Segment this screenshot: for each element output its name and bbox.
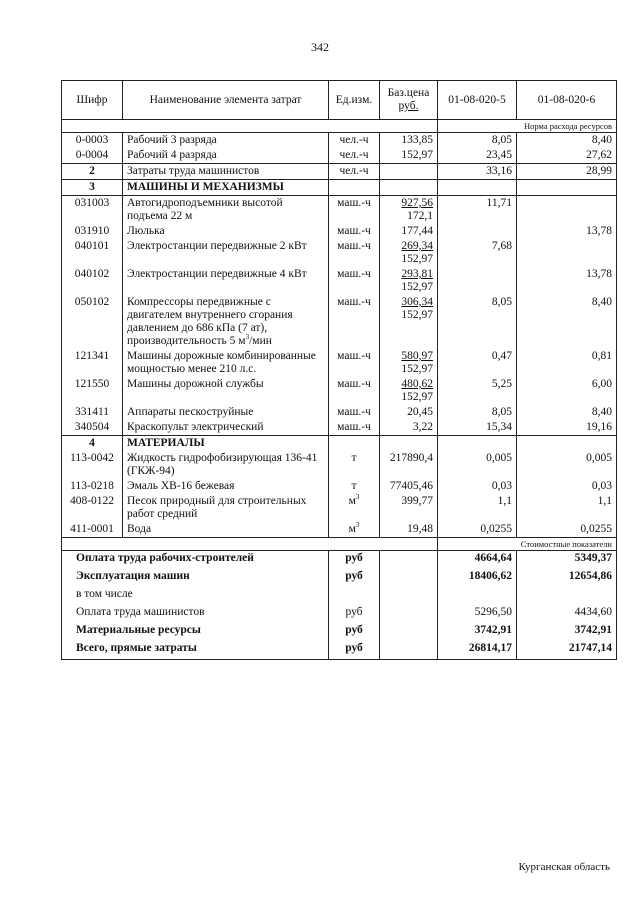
row-value-1: 15,34 bbox=[438, 420, 517, 436]
row-price-main: 77405,46 bbox=[389, 480, 433, 492]
row-name-text: Эмаль ХВ-16 бежевая bbox=[127, 480, 235, 492]
row-value-2: 8,40 bbox=[517, 133, 617, 149]
table-row bbox=[62, 479, 617, 494]
row-value-1: 1,1 bbox=[438, 494, 517, 522]
row-value-2: 8,40 bbox=[517, 295, 617, 349]
row-price-sub: 152,97 bbox=[401, 253, 433, 265]
table-row bbox=[62, 196, 617, 225]
row-price bbox=[380, 180, 438, 196]
summary-value-2 bbox=[517, 587, 617, 605]
header-unit: Ед.изм. bbox=[329, 81, 380, 120]
header-price-line2: руб. bbox=[398, 100, 419, 112]
row-code: 331411 bbox=[62, 405, 123, 420]
row-value-2: 27,62 bbox=[517, 148, 617, 164]
cost-header-row bbox=[62, 538, 617, 551]
row-price-main: 152,97 bbox=[401, 149, 433, 161]
summary-name: Оплата труда рабочих-строителей bbox=[62, 551, 329, 570]
summary-name: Всего, прямые затраты bbox=[62, 641, 329, 660]
row-unit bbox=[329, 349, 380, 377]
summary-blank bbox=[380, 587, 438, 605]
region-footer: Курганская область bbox=[518, 861, 610, 873]
row-name bbox=[123, 405, 329, 420]
row-name bbox=[123, 377, 329, 405]
row-name-text: Автогидроподъемники высотой подъема 22 м bbox=[127, 197, 283, 222]
row-unit bbox=[329, 420, 380, 436]
row-price bbox=[380, 377, 438, 405]
row-code: 040101 bbox=[62, 239, 123, 267]
row-unit-text: маш.-ч bbox=[337, 240, 371, 252]
row-unit bbox=[329, 196, 380, 225]
row-price-main: 927,56 bbox=[401, 197, 433, 209]
row-value-2: 13,78 bbox=[517, 267, 617, 295]
row-name-text: МАШИНЫ И МЕХАНИЗМЫ bbox=[127, 181, 284, 193]
row-name bbox=[123, 196, 329, 225]
row-value-1: 11,71 bbox=[438, 196, 517, 225]
row-value-1 bbox=[438, 267, 517, 295]
table-header bbox=[62, 81, 617, 120]
row-unit bbox=[329, 405, 380, 420]
norm-header-row bbox=[62, 120, 617, 133]
row-value-1: 8,05 bbox=[438, 295, 517, 349]
row-code: 121341 bbox=[62, 349, 123, 377]
row-unit bbox=[329, 164, 380, 180]
table-row bbox=[62, 420, 617, 436]
summary-name: Материальные ресурсы bbox=[62, 623, 329, 641]
summary-row bbox=[62, 605, 617, 623]
table-row bbox=[62, 405, 617, 420]
row-price-sub: 172,1 bbox=[407, 210, 433, 222]
summary-value-2: 12654,86 bbox=[517, 569, 617, 587]
row-price-sub: 152,97 bbox=[401, 363, 433, 375]
row-code: 113-0042 bbox=[62, 451, 123, 479]
norm-spacer bbox=[62, 120, 438, 133]
row-price bbox=[380, 148, 438, 164]
row-value-2: 0,0255 bbox=[517, 522, 617, 538]
row-unit-text: маш.-ч bbox=[337, 197, 371, 209]
row-price-main: 217890,4 bbox=[389, 452, 433, 464]
cost-spacer bbox=[62, 538, 438, 551]
row-unit bbox=[329, 239, 380, 267]
row-price bbox=[380, 267, 438, 295]
row-value-2: 8,40 bbox=[517, 405, 617, 420]
summary-row bbox=[62, 623, 617, 641]
row-value-1 bbox=[438, 180, 517, 196]
row-unit-sup: 3 bbox=[355, 521, 360, 530]
summary-blank bbox=[380, 569, 438, 587]
row-code: 340504 bbox=[62, 420, 123, 436]
row-name bbox=[123, 164, 329, 180]
row-value-2: 0,81 bbox=[517, 349, 617, 377]
row-price bbox=[380, 349, 438, 377]
row-price-main: 399,77 bbox=[401, 495, 433, 507]
row-value-2 bbox=[517, 196, 617, 225]
row-price bbox=[380, 405, 438, 420]
row-value-2 bbox=[517, 180, 617, 196]
table-row bbox=[62, 224, 617, 239]
row-unit bbox=[329, 494, 380, 522]
row-value-2: 0,005 bbox=[517, 451, 617, 479]
row-price bbox=[380, 494, 438, 522]
row-name bbox=[123, 522, 329, 538]
resource-table bbox=[61, 80, 617, 660]
row-code: 4 bbox=[62, 436, 123, 452]
summary-value-2: 4434,60 bbox=[517, 605, 617, 623]
row-price bbox=[380, 295, 438, 349]
summary-row bbox=[62, 551, 617, 570]
row-price-main: 3,22 bbox=[412, 421, 433, 433]
norm-label: Норма расхода ресурсов bbox=[438, 120, 617, 133]
row-price-main: 480,62 bbox=[401, 378, 433, 390]
row-price bbox=[380, 196, 438, 225]
header-code: Шифр bbox=[62, 81, 123, 120]
row-value-1: 0,47 bbox=[438, 349, 517, 377]
summary-value-1: 26814,17 bbox=[438, 641, 517, 660]
row-code: 411-0001 bbox=[62, 522, 123, 538]
row-unit-text: м bbox=[348, 523, 356, 535]
row-name bbox=[123, 436, 329, 452]
row-value-1 bbox=[438, 224, 517, 239]
row-price bbox=[380, 224, 438, 239]
row-unit-text: маш.-ч bbox=[337, 378, 371, 390]
row-unit bbox=[329, 436, 380, 452]
row-price-sub: 152,97 bbox=[401, 281, 433, 293]
table-row bbox=[62, 349, 617, 377]
row-name-text: Вода bbox=[127, 523, 152, 535]
summary-value-1 bbox=[438, 587, 517, 605]
table-row bbox=[62, 180, 617, 196]
row-unit-text: маш.-ч bbox=[337, 296, 371, 308]
summary-value-2: 5349,37 bbox=[517, 551, 617, 570]
row-unit bbox=[329, 451, 380, 479]
row-name-text: Затраты труда машинистов bbox=[127, 165, 260, 177]
row-unit-text: чел.-ч bbox=[339, 149, 369, 161]
summary-unit bbox=[329, 587, 380, 605]
row-code: 3 bbox=[62, 180, 123, 196]
row-price-sub: 152,97 bbox=[401, 391, 433, 403]
row-value-1: 8,05 bbox=[438, 133, 517, 149]
row-value-2 bbox=[517, 436, 617, 452]
table-row bbox=[62, 522, 617, 538]
row-unit-text: маш.-ч bbox=[337, 268, 371, 280]
row-name-text: МАТЕРИАЛЫ bbox=[127, 437, 205, 449]
header-col1: 01-08-020-5 bbox=[438, 81, 517, 120]
summary-value-1: 18406,62 bbox=[438, 569, 517, 587]
page-number: 342 bbox=[311, 40, 329, 54]
summary-value-1: 4664,64 bbox=[438, 551, 517, 570]
row-name-text: Песок природный для строительных работ средний bbox=[127, 495, 307, 520]
row-unit-text: маш.-ч bbox=[337, 350, 371, 362]
row-code: 2 bbox=[62, 164, 123, 180]
row-value-2: 6,00 bbox=[517, 377, 617, 405]
table-row bbox=[62, 377, 617, 405]
row-price bbox=[380, 420, 438, 436]
row-name bbox=[123, 295, 329, 349]
summary-row bbox=[62, 569, 617, 587]
summary-value-1: 3742,91 bbox=[438, 623, 517, 641]
row-unit-text: маш.-ч bbox=[337, 421, 371, 433]
row-value-1: 5,25 bbox=[438, 377, 517, 405]
header-col2: 01-08-020-6 bbox=[517, 81, 617, 120]
summary-value-1: 5296,50 bbox=[438, 605, 517, 623]
row-name-text: Машины дорожные комбинированные мощностью менее 210 л.с. bbox=[127, 350, 316, 375]
row-value-1: 33,16 bbox=[438, 164, 517, 180]
row-unit bbox=[329, 148, 380, 164]
row-value-2: 1,1 bbox=[517, 494, 617, 522]
row-value-1: 7,68 bbox=[438, 239, 517, 267]
row-unit-text: чел.-ч bbox=[339, 165, 369, 177]
table-row bbox=[62, 133, 617, 149]
row-name bbox=[123, 349, 329, 377]
row-value-1: 23,45 bbox=[438, 148, 517, 164]
row-price-main: 19,48 bbox=[407, 523, 433, 535]
table-row bbox=[62, 451, 617, 479]
summary-blank bbox=[380, 605, 438, 623]
row-price bbox=[380, 164, 438, 180]
header-name: Наименование элемента затрат bbox=[123, 81, 329, 120]
row-unit-sup: 3 bbox=[355, 493, 360, 502]
row-name-text: Компрессоры передвижные с двигателем внутреннего сгорания давлением до 686 кПа (7 ат), производительность 5 м bbox=[127, 296, 293, 347]
row-price-main: 269,34 bbox=[401, 240, 433, 252]
row-unit-text: чел.-ч bbox=[339, 134, 369, 146]
summary-blank bbox=[380, 641, 438, 660]
row-name-text: Краскопульт электрический bbox=[127, 421, 264, 433]
summary-value-2: 3742,91 bbox=[517, 623, 617, 641]
table-row bbox=[62, 494, 617, 522]
row-value-1: 0,0255 bbox=[438, 522, 517, 538]
table-row bbox=[62, 239, 617, 267]
row-unit bbox=[329, 522, 380, 538]
row-price bbox=[380, 451, 438, 479]
row-code: 040102 bbox=[62, 267, 123, 295]
cost-label: Стоимостные показатели bbox=[438, 538, 617, 551]
row-name bbox=[123, 148, 329, 164]
row-price bbox=[380, 133, 438, 149]
row-code: 0-0003 bbox=[62, 133, 123, 149]
row-price-main: 20,45 bbox=[407, 406, 433, 418]
summary-blank bbox=[380, 551, 438, 570]
row-code: 031910 bbox=[62, 224, 123, 239]
row-unit bbox=[329, 133, 380, 149]
row-name bbox=[123, 224, 329, 239]
row-name-text: Рабочий 4 разряда bbox=[127, 149, 217, 161]
row-unit-text: т bbox=[351, 480, 357, 492]
row-value-1: 0,005 bbox=[438, 451, 517, 479]
table-row bbox=[62, 436, 617, 452]
row-name-text: Электростанции передвижные 2 кВт bbox=[127, 240, 307, 252]
table-row bbox=[62, 164, 617, 180]
row-value-1 bbox=[438, 436, 517, 452]
row-unit bbox=[329, 180, 380, 196]
summary-name: Оплата труда машинистов bbox=[62, 605, 329, 623]
row-unit bbox=[329, 479, 380, 494]
row-code: 0-0004 bbox=[62, 148, 123, 164]
summary-value-2: 21747,14 bbox=[517, 641, 617, 660]
row-unit-text: маш.-ч bbox=[337, 406, 371, 418]
row-unit bbox=[329, 224, 380, 239]
row-name bbox=[123, 180, 329, 196]
row-value-2: 0,03 bbox=[517, 479, 617, 494]
row-code: 113-0218 bbox=[62, 479, 123, 494]
row-value-1: 8,05 bbox=[438, 405, 517, 420]
row-name-after: /мин bbox=[249, 335, 272, 347]
row-value-2 bbox=[517, 239, 617, 267]
row-name-text: Рабочий 3 разряда bbox=[127, 134, 217, 146]
row-price-main: 133,85 bbox=[401, 134, 433, 146]
header-price bbox=[380, 81, 438, 120]
row-unit bbox=[329, 377, 380, 405]
row-unit-text: маш.-ч bbox=[337, 225, 371, 237]
row-name bbox=[123, 239, 329, 267]
row-unit bbox=[329, 267, 380, 295]
row-code: 050102 bbox=[62, 295, 123, 349]
row-value-1: 0,03 bbox=[438, 479, 517, 494]
row-unit-text: т bbox=[351, 452, 357, 464]
row-price-main: 306,34 bbox=[401, 296, 433, 308]
row-price-main: 580,97 bbox=[401, 350, 433, 362]
row-price-sub: 152,97 bbox=[401, 309, 433, 321]
row-name-text: Люлька bbox=[127, 225, 165, 237]
row-name bbox=[123, 451, 329, 479]
header-price-line1: Баз.цена bbox=[387, 87, 430, 99]
summary-unit: руб bbox=[329, 641, 380, 660]
row-name bbox=[123, 420, 329, 436]
row-code: 408-0122 bbox=[62, 494, 123, 522]
summary-unit: руб bbox=[329, 605, 380, 623]
row-unit bbox=[329, 295, 380, 349]
row-name-text: Аппараты пескоструйные bbox=[127, 406, 254, 418]
row-value-2: 13,78 bbox=[517, 224, 617, 239]
row-price bbox=[380, 239, 438, 267]
summary-unit: руб bbox=[329, 569, 380, 587]
summary-unit: руб bbox=[329, 551, 380, 570]
row-value-2: 28,99 bbox=[517, 164, 617, 180]
row-name-text: Электростанции передвижные 4 кВт bbox=[127, 268, 307, 280]
row-code: 031003 bbox=[62, 196, 123, 225]
summary-name: Эксплуатация машин bbox=[62, 569, 329, 587]
row-price bbox=[380, 522, 438, 538]
table-row bbox=[62, 295, 617, 349]
row-price-main: 293,81 bbox=[401, 268, 433, 280]
summary-row bbox=[62, 587, 617, 605]
row-price bbox=[380, 479, 438, 494]
summary-blank bbox=[380, 623, 438, 641]
row-name-sup: 3 bbox=[245, 333, 250, 342]
row-name bbox=[123, 494, 329, 522]
summary-unit: руб bbox=[329, 623, 380, 641]
table-row bbox=[62, 148, 617, 164]
row-name bbox=[123, 133, 329, 149]
row-name bbox=[123, 267, 329, 295]
summary-row bbox=[62, 641, 617, 660]
row-price-main: 177,44 bbox=[401, 225, 433, 237]
row-price bbox=[380, 436, 438, 452]
row-name-text: Жидкость гидрофобизирующая 136-41 (ГКЖ-94) bbox=[127, 452, 318, 477]
row-code: 121550 bbox=[62, 377, 123, 405]
row-unit-text: м bbox=[348, 495, 356, 507]
row-name-text: Машины дорожной службы bbox=[127, 378, 264, 390]
row-value-2: 19,16 bbox=[517, 420, 617, 436]
summary-name: в том числе bbox=[62, 587, 329, 605]
table-row bbox=[62, 267, 617, 295]
row-name bbox=[123, 479, 329, 494]
